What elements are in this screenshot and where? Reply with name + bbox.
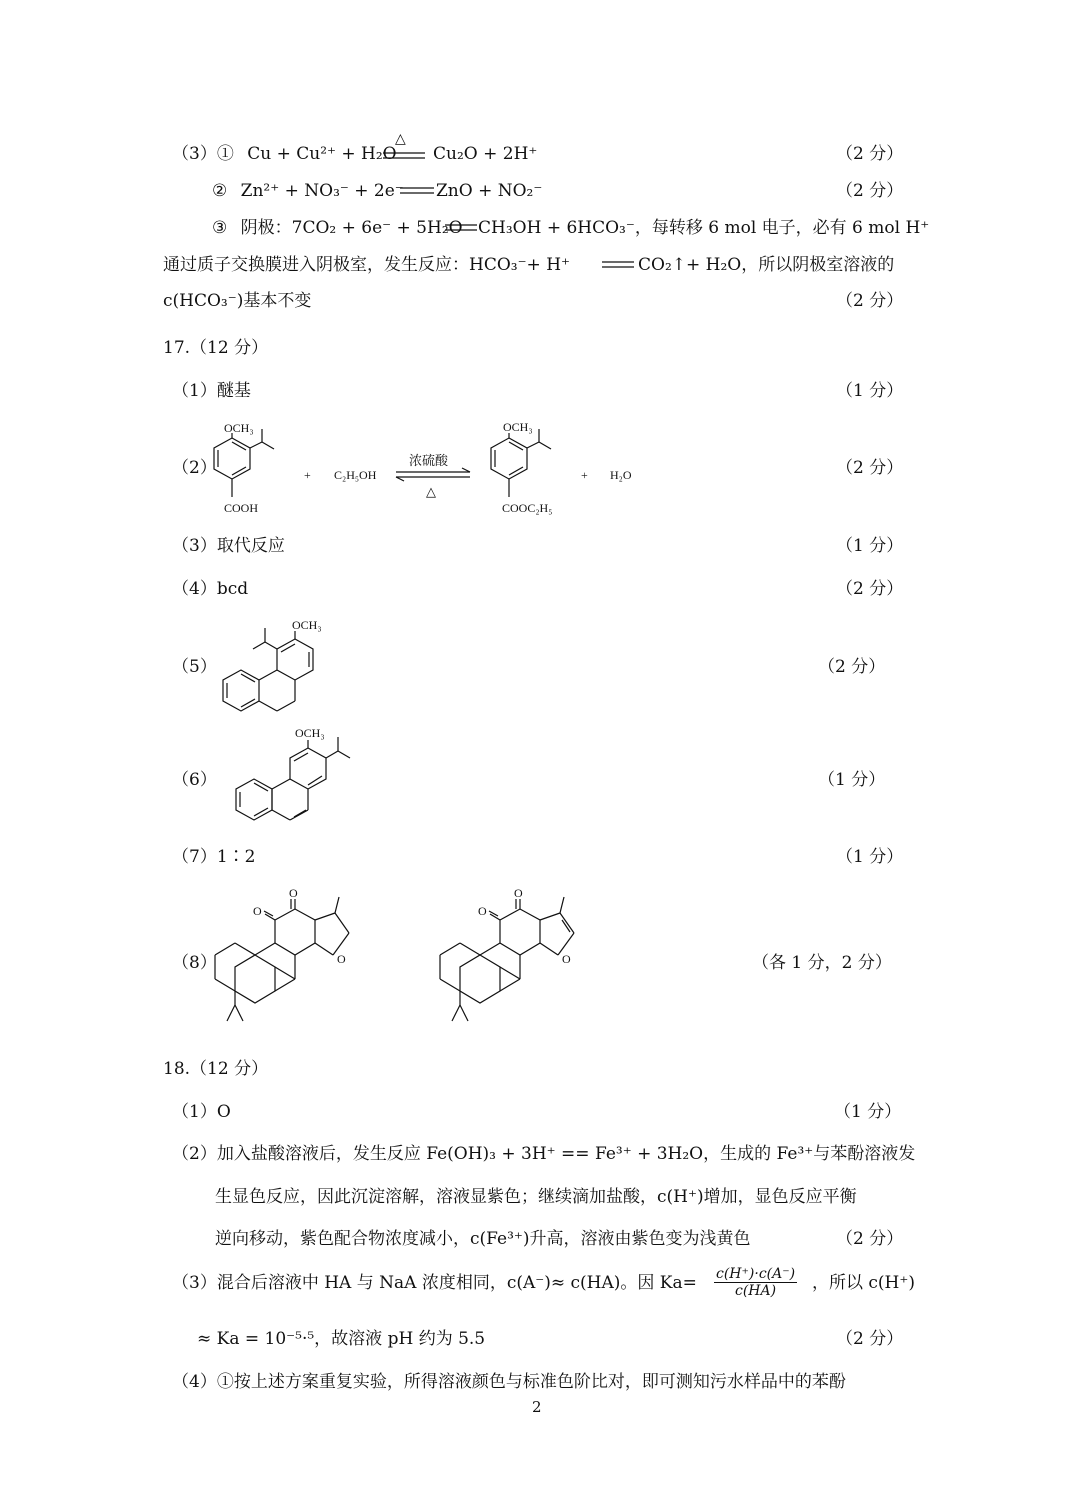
q16-r2-left: Zn²⁺ + NO₃⁻ + 2e⁻ bbox=[240, 181, 404, 201]
reactant-structure bbox=[214, 429, 274, 497]
q17-part2-score: （2 分） bbox=[836, 458, 904, 478]
q16-reaction3-line1 bbox=[212, 217, 463, 239]
plus-2: + bbox=[581, 468, 588, 482]
q16-r2-score: （2 分） bbox=[836, 181, 904, 201]
q18-part3-line1b: ，所以 c(H⁺) bbox=[812, 1273, 915, 1293]
q17-part3: （3）取代反应 bbox=[172, 536, 285, 556]
q17-part7-score: （1 分） bbox=[836, 847, 904, 867]
q16-r3-b: CH₃OH + 6HCO₃⁻，每转移 6 mol 电子，必有 6 mol H⁺ bbox=[478, 218, 930, 238]
water: H₂O bbox=[610, 468, 632, 482]
q17-title: 17.（12 分） bbox=[163, 338, 269, 358]
heat-symbol: △ bbox=[426, 484, 436, 499]
equilibrium-arrow bbox=[396, 468, 470, 481]
q18-part2-line2: 生显色反应，因此沉淀溶解，溶液显紫色；继续滴加盐酸，c(H⁺)增加，显色反应平衡 bbox=[215, 1187, 857, 1207]
q16-part3-reaction1 bbox=[172, 143, 397, 165]
q18-ka-fraction bbox=[714, 1266, 797, 1299]
q17-p8b-oxygen-2: O bbox=[514, 886, 523, 900]
q17-part6-label: （6） bbox=[172, 770, 217, 790]
q16-r3-equal-sign-2 bbox=[602, 261, 636, 269]
q18-part4-line1: （4）①按上述方案重复实验，所得溶液颜色与标准色阶比对，即可测知污水样品中的苯酚 bbox=[172, 1372, 846, 1392]
reactant-cooh: COOH bbox=[224, 501, 259, 515]
q17-p8-oxygen-1: O bbox=[253, 904, 262, 918]
q17-part5-score: （2 分） bbox=[818, 657, 886, 677]
q17-p8-oxygen-3: O bbox=[337, 952, 346, 966]
q17-p8b-oxygen-3: O bbox=[562, 952, 571, 966]
q16-r2-prefix: ② bbox=[212, 181, 228, 201]
q16-r1-left: Cu + Cu²⁺ + H₂O bbox=[247, 144, 397, 164]
q16-r3-line3: c(HCO₃⁻)基本不变 bbox=[163, 291, 312, 311]
q18-ka-numerator: c(H⁺)·c(A⁻) bbox=[716, 1266, 796, 1282]
q16-r2-right: ZnO + NO₂⁻ bbox=[436, 181, 543, 201]
q16-r1-equal-sign bbox=[383, 152, 427, 160]
q16-r1-score: （2 分） bbox=[836, 144, 904, 164]
q17-p5-och3: OCH₃ bbox=[292, 618, 322, 632]
q17-p6-och3: OCH₃ bbox=[295, 726, 325, 740]
reactant-och3: OCH₃ bbox=[224, 421, 254, 435]
q18-title: 18.（12 分） bbox=[163, 1059, 269, 1079]
q16-reaction2 bbox=[212, 180, 404, 202]
q17-part8-label: （8） bbox=[172, 953, 217, 973]
q16-r3-line2a: 通过质子交换膜进入阴极室，发生反应：HCO₃⁻+ H⁺ bbox=[163, 255, 571, 275]
q18-part3-line2: ≈ Ka = 10⁻⁵·⁵，故溶液 pH 约为 5.5 bbox=[197, 1329, 486, 1349]
q18-ka-denominator: c(HA) bbox=[734, 1283, 777, 1299]
page-number: 2 bbox=[532, 1398, 542, 1416]
q17-part1-score: （1 分） bbox=[836, 381, 904, 401]
product-structure bbox=[491, 429, 551, 497]
q18-part3-line1a: （3）混合后溶液中 HA 与 NaA 浓度相同，c(A⁻)≈ c(HA)。因 Ka= bbox=[172, 1273, 697, 1293]
q17-part2-reaction-scheme bbox=[200, 415, 660, 525]
q17-part6-structure bbox=[222, 722, 362, 834]
q17-part8-structure-1 bbox=[205, 885, 385, 1035]
ethanol: C₂H₅OH bbox=[334, 468, 377, 482]
q17-p8b-oxygen-1: O bbox=[478, 904, 487, 918]
q18-part1-score: （1 分） bbox=[834, 1102, 902, 1122]
q17-part8-score: （各 1 分，2 分） bbox=[752, 953, 892, 973]
q16-r1-condition: △ bbox=[395, 131, 406, 147]
q17-part5-structure bbox=[225, 615, 345, 720]
q16-r3-equal-sign bbox=[445, 224, 479, 232]
plus-1: + bbox=[304, 468, 311, 482]
q16-r3-prefix: ③ bbox=[212, 218, 228, 238]
q17-part1: （1）醚基 bbox=[172, 381, 251, 401]
q16-r1-right: Cu₂O + 2H⁺ bbox=[433, 144, 538, 164]
q17-part5-label: （5） bbox=[172, 657, 217, 677]
product-ester: COOC₂H₅ bbox=[502, 501, 553, 515]
q18-part2-line1: （2）加入盐酸溶液后，发生反应 Fe(OH)₃ + 3H⁺ == Fe³⁺ + 3H₂O，生成的 Fe³⁺与苯酚溶液发 bbox=[172, 1144, 916, 1164]
q17-part6-score: （1 分） bbox=[818, 770, 886, 790]
q18-part1: （1）O bbox=[172, 1102, 231, 1122]
q16-r3-line2b: CO₂↑+ H₂O，所以阴极室溶液的 bbox=[638, 255, 895, 275]
q18-part3-score: （2 分） bbox=[836, 1329, 904, 1349]
q17-part4-score: （2 分） bbox=[836, 579, 904, 599]
product-och3: OCH₃ bbox=[503, 420, 533, 434]
q18-part2-score: （2 分） bbox=[836, 1229, 904, 1249]
q16-part3-prefix: （3）① bbox=[172, 144, 234, 164]
q17-p8-oxygen-2: O bbox=[289, 886, 298, 900]
q16-r3-a: 阴极：7CO₂ + 6e⁻ + 5H₂O bbox=[240, 218, 463, 238]
q16-r3-score: （2 分） bbox=[836, 291, 904, 311]
q17-part4: （4）bcd bbox=[172, 579, 249, 599]
q17-part2-label: （2） bbox=[172, 458, 217, 478]
q17-part8-structure-2 bbox=[430, 885, 610, 1035]
q17-part3-score: （1 分） bbox=[836, 536, 904, 556]
q16-r2-equal-sign bbox=[400, 187, 436, 195]
catalyst: 浓硫酸 bbox=[409, 453, 449, 468]
q18-part2-line3: 逆向移动，紫色配合物浓度减小，c(Fe³⁺)升高，溶液由紫色变为浅黄色 bbox=[215, 1229, 751, 1249]
q17-part7: （7）1∶2 bbox=[172, 847, 256, 867]
